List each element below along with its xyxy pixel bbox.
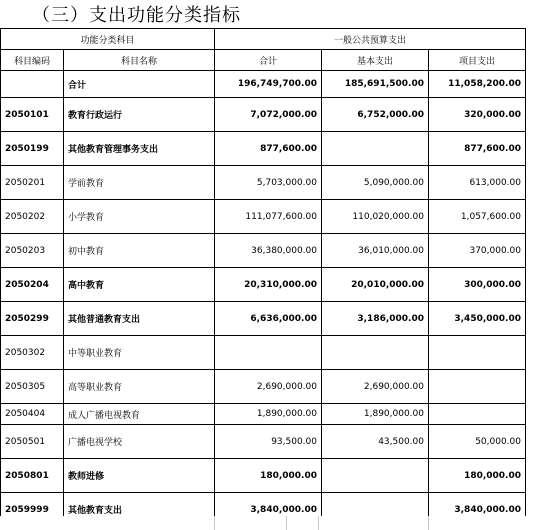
cell-project[interactable]: 3,450,000.00	[429, 302, 526, 336]
total-row	[1, 71, 526, 98]
section-title: （三）支出功能分类指标	[32, 5, 241, 26]
cell-total[interactable]: 3,840,000.00	[215, 493, 322, 527]
cell-project[interactable]: 320,000.00	[429, 98, 526, 132]
cell-basic[interactable]: 5,090,000.00	[322, 166, 429, 200]
cell-basic[interactable]: 20,010,000.00	[322, 268, 429, 302]
table-row	[1, 370, 526, 404]
cell-total[interactable]: 20,310,000.00	[215, 268, 322, 302]
cell-total[interactable]	[215, 336, 322, 370]
expenditure-table-container	[0, 28, 526, 527]
cell-total[interactable]: 111,077,600.00	[215, 200, 322, 234]
cell-name[interactable]: 合计	[64, 71, 215, 98]
cell-code[interactable]: 2050801	[1, 459, 64, 493]
header-general-budget[interactable]: 一般公共预算支出	[215, 29, 526, 50]
cell-name[interactable]: 高中教育	[64, 268, 215, 302]
cell-project[interactable]: 11,058,200.00	[429, 71, 526, 98]
cell-name[interactable]: 其他教育支出	[64, 493, 215, 527]
table-body	[1, 71, 526, 527]
cell-code[interactable]: 2050404	[1, 404, 64, 425]
column-divider	[214, 516, 215, 530]
cell-name[interactable]: 成人广播电视教育	[64, 404, 215, 425]
header-basic[interactable]: 基本支出	[322, 50, 429, 71]
cell-code[interactable]: 2050199	[1, 132, 64, 166]
cell-code[interactable]: 2050305	[1, 370, 64, 404]
header-functional-category[interactable]: 功能分类科目	[1, 29, 215, 50]
cell-total[interactable]: 180,000.00	[215, 459, 322, 493]
cell-code[interactable]: 2050201	[1, 166, 64, 200]
cell-basic[interactable]: 185,691,500.00	[322, 71, 429, 98]
cell-project[interactable]: 50,000.00	[429, 425, 526, 459]
cell-code[interactable]	[1, 71, 64, 98]
table-row	[1, 166, 526, 200]
cell-name[interactable]: 其他教育管理事务支出	[64, 132, 215, 166]
cell-name[interactable]: 高等职业教育	[64, 370, 215, 404]
cell-project[interactable]: 300,000.00	[429, 268, 526, 302]
cell-project[interactable]	[429, 336, 526, 370]
cell-code[interactable]: 2050501	[1, 425, 64, 459]
cell-code[interactable]: 2059999	[1, 493, 64, 527]
cell-code[interactable]: 2050299	[1, 302, 64, 336]
table-row	[1, 98, 526, 132]
cell-basic[interactable]: 6,752,000.00	[322, 98, 429, 132]
cell-name[interactable]: 学前教育	[64, 166, 215, 200]
table-row	[1, 132, 526, 166]
cell-name[interactable]: 教育行政运行	[64, 98, 215, 132]
expenditure-table	[0, 28, 526, 527]
cell-basic[interactable]: 3,186,000.00	[322, 302, 429, 336]
cell-total[interactable]: 93,500.00	[215, 425, 322, 459]
cell-basic[interactable]: 2,690,000.00	[322, 370, 429, 404]
table-row	[1, 234, 526, 268]
cell-code[interactable]: 2050101	[1, 98, 64, 132]
cell-project[interactable]	[429, 370, 526, 404]
column-divider	[428, 516, 429, 530]
header-code[interactable]: 科目编码	[1, 50, 64, 71]
cell-project[interactable]	[429, 404, 526, 425]
cell-basic[interactable]	[322, 132, 429, 166]
cell-code[interactable]: 2050302	[1, 336, 64, 370]
table-row	[1, 302, 526, 336]
cell-total[interactable]: 1,890,000.00	[215, 404, 322, 425]
cell-code[interactable]: 2050204	[1, 268, 64, 302]
header-columns-row	[1, 50, 526, 71]
cell-name[interactable]: 广播电视学校	[64, 425, 215, 459]
cell-total[interactable]: 7,072,000.00	[215, 98, 322, 132]
table-row	[1, 268, 526, 302]
cell-total[interactable]: 877,600.00	[215, 132, 322, 166]
column-divider	[318, 516, 319, 530]
header-total[interactable]: 合计	[215, 50, 322, 71]
table-row	[1, 404, 526, 425]
cell-project[interactable]: 180,000.00	[429, 459, 526, 493]
cell-total[interactable]: 2,690,000.00	[215, 370, 322, 404]
cell-basic[interactable]: 43,500.00	[322, 425, 429, 459]
cell-project[interactable]: 1,057,600.00	[429, 200, 526, 234]
cell-basic[interactable]	[322, 336, 429, 370]
cell-total[interactable]: 6,636,000.00	[215, 302, 322, 336]
cell-code[interactable]: 2050203	[1, 234, 64, 268]
cell-code[interactable]: 2050202	[1, 200, 64, 234]
header-group-row	[1, 29, 526, 50]
cell-total[interactable]: 5,703,000.00	[215, 166, 322, 200]
cell-project[interactable]: 3,840,000.00	[429, 493, 526, 527]
table-row	[1, 459, 526, 493]
cell-total[interactable]: 36,380,000.00	[215, 234, 322, 268]
cell-basic[interactable]: 110,020,000.00	[322, 200, 429, 234]
table-row	[1, 336, 526, 370]
cell-name[interactable]: 小学教育	[64, 200, 215, 234]
cell-name[interactable]: 教师进修	[64, 459, 215, 493]
cell-name[interactable]: 其他普通教育支出	[64, 302, 215, 336]
column-divider	[286, 516, 287, 530]
header-project[interactable]: 项目支出	[429, 50, 526, 71]
cell-basic[interactable]: 36,010,000.00	[322, 234, 429, 268]
cell-basic[interactable]: 1,890,000.00	[322, 404, 429, 425]
header-name[interactable]: 科目名称	[64, 50, 215, 71]
cell-total[interactable]: 196,749,700.00	[215, 71, 322, 98]
cell-project[interactable]: 613,000.00	[429, 166, 526, 200]
sheet-bottom-strip	[0, 516, 536, 530]
cell-project[interactable]: 370,000.00	[429, 234, 526, 268]
cell-name[interactable]: 中等职业教育	[64, 336, 215, 370]
cell-basic[interactable]	[322, 459, 429, 493]
table-row	[1, 200, 526, 234]
cell-project[interactable]: 877,600.00	[429, 132, 526, 166]
table-row	[1, 425, 526, 459]
cell-name[interactable]: 初中教育	[64, 234, 215, 268]
